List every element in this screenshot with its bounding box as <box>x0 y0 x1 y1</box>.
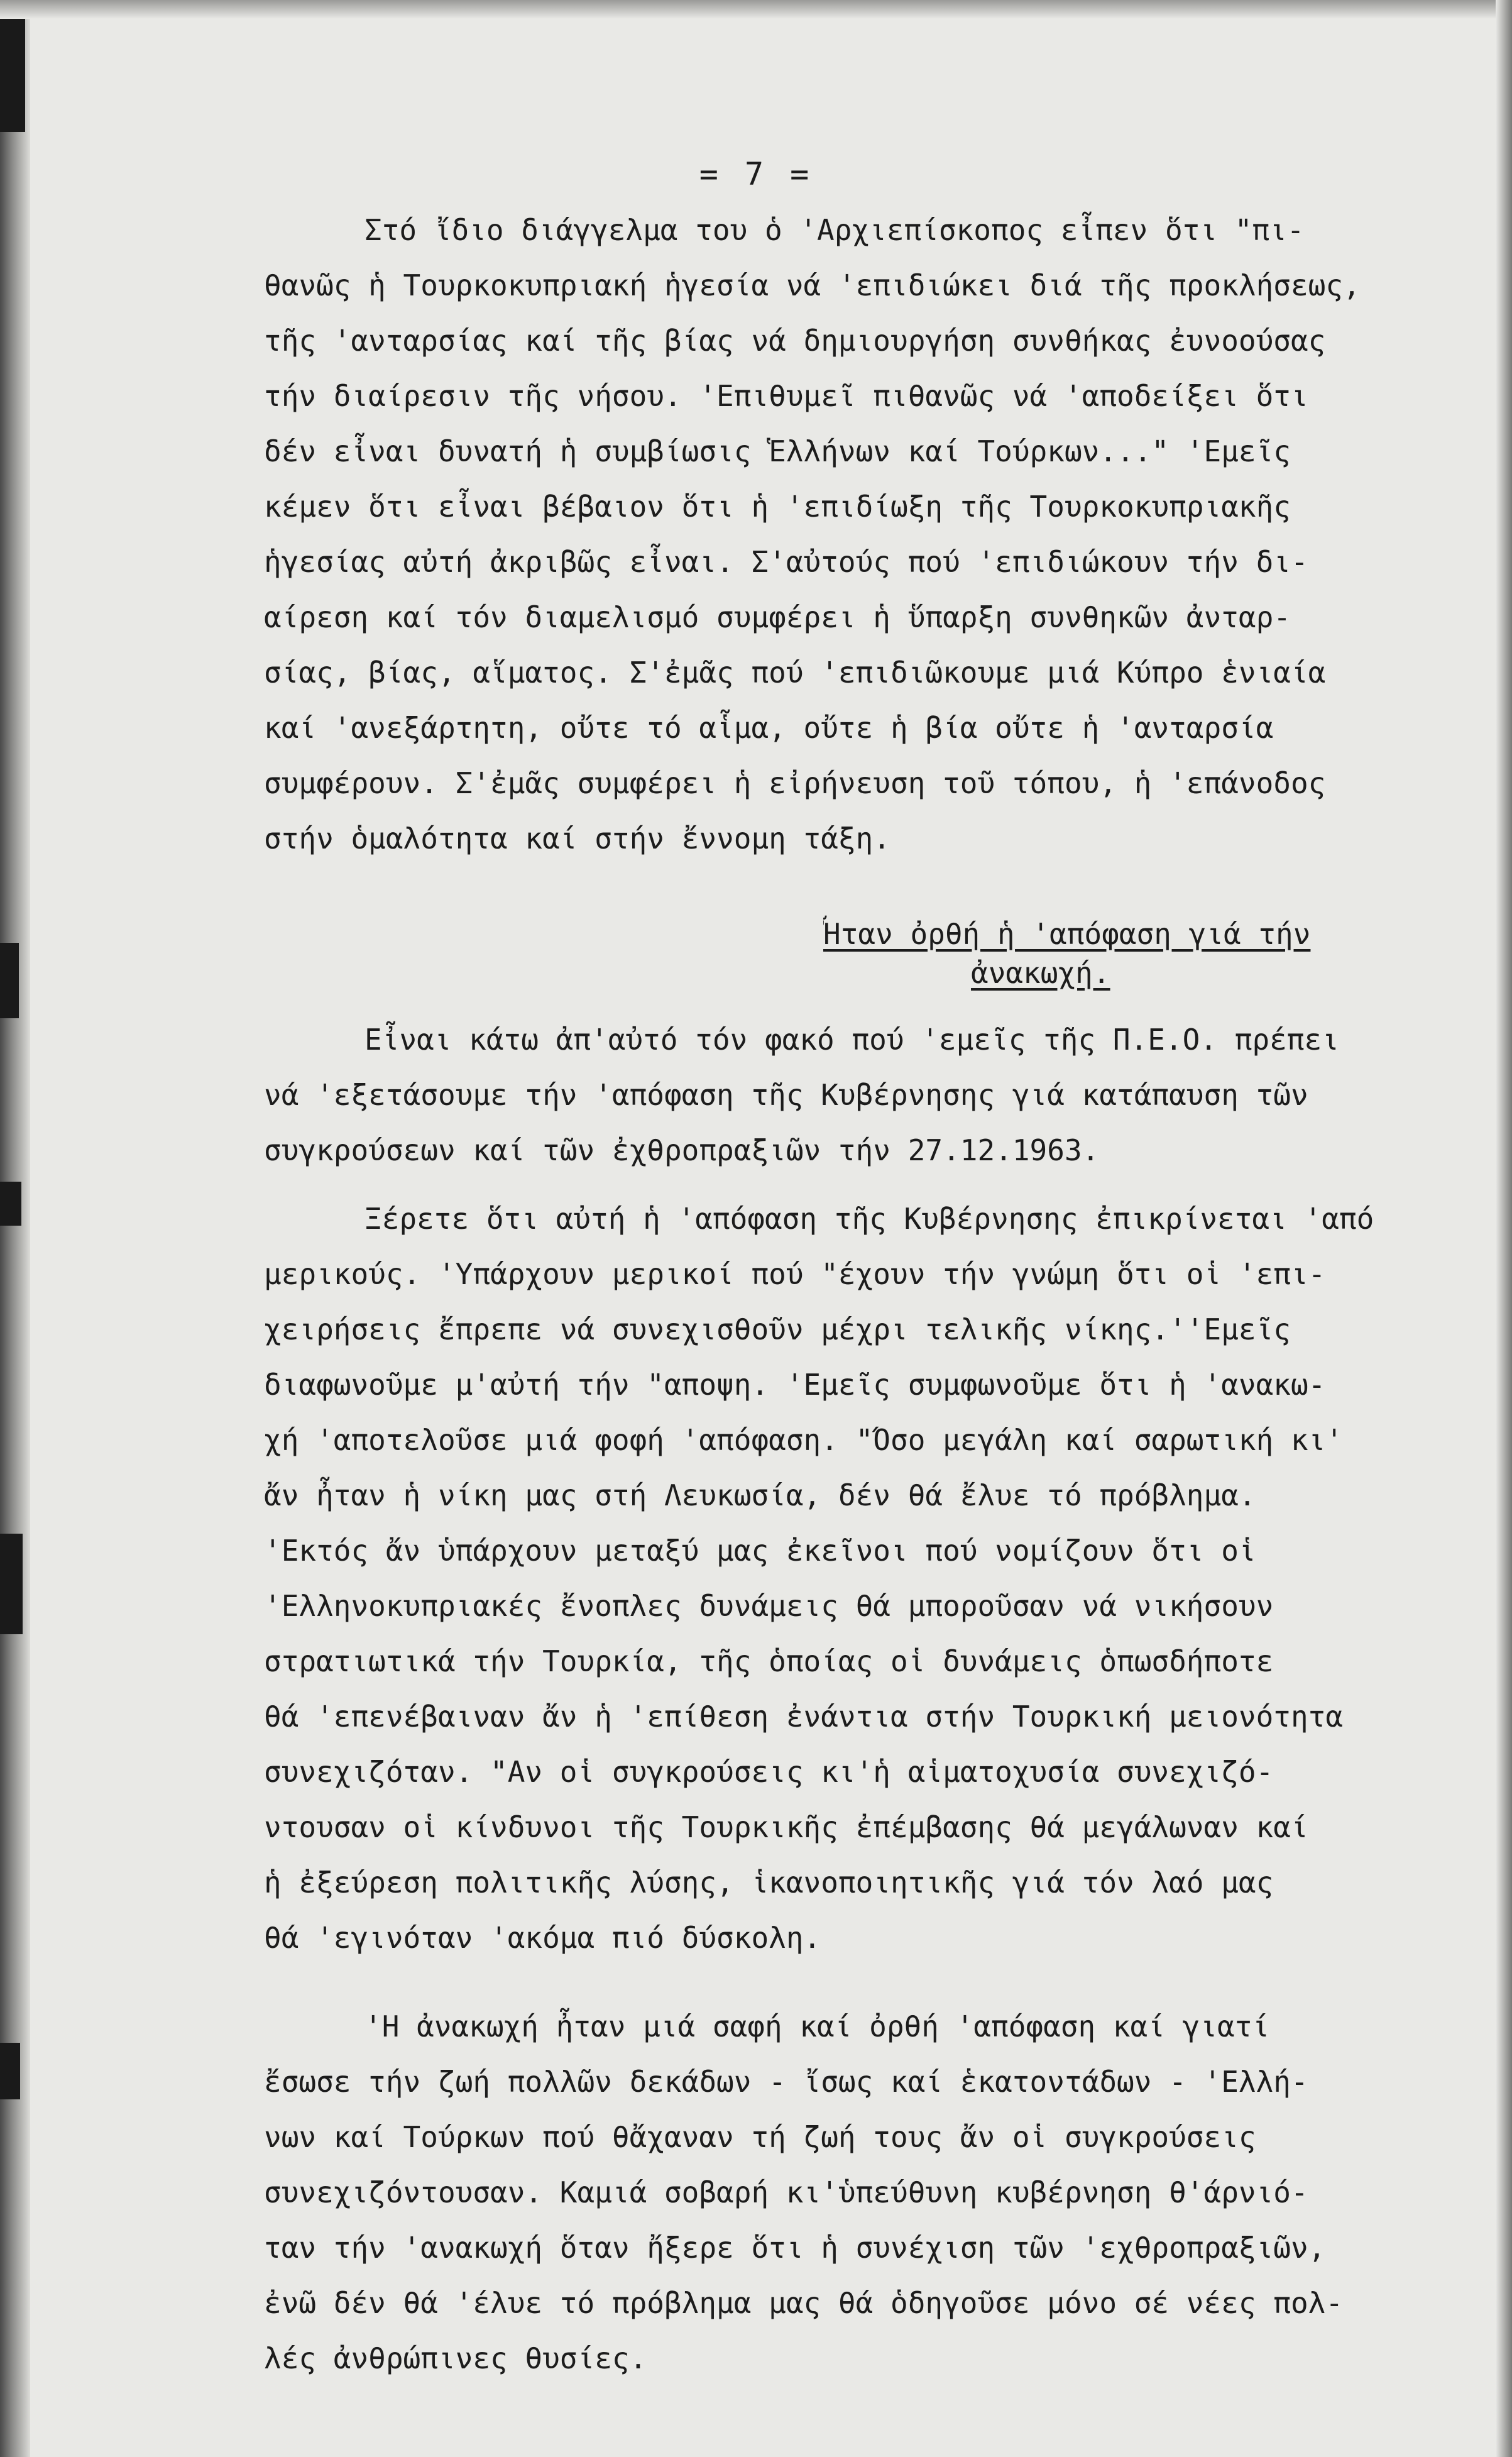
text-line: Εἶναι κάτω ἀπ'αὐτό τόν φακό πού 'εμεῖς τῆς Π.Ε.Ο. πρέπει <box>364 1023 1339 1057</box>
text-line: σίας, βίας, αἵματος. Σ'ἐμᾶς πού 'επιδιῶκουμε μιά Κύπρο ἑνιαία <box>264 656 1326 690</box>
text-line: στρατιωτικά τήν Τουρκία, τῆς ὁποίας οἱ δυνάμεις ὁπωσδήποτε <box>264 1644 1274 1678</box>
heading-line: Ἦταν ὀρθή ἡ 'απόφαση γιά τήν <box>823 917 1311 951</box>
scan-binding-mark <box>0 0 25 132</box>
page-number: = 7 = <box>699 156 813 192</box>
paragraph-4 <box>264 1999 1445 2386</box>
scan-right-edge <box>1496 0 1512 2457</box>
text-line: διαφωνοῦμε μ'αὐτή τήν "αποψη. 'Εμεῖς συμφωνοῦμε ὅτι ἡ 'ανακω- <box>264 1368 1326 1402</box>
paragraph-1 <box>264 202 1445 866</box>
scan-binding-mark <box>0 1534 23 1634</box>
text-line: ταν τήν 'ανακωχή ὅταν ἤξερε ὅτι ἡ συνέχιση τῶν 'εχθροπραξιῶν, <box>264 2231 1326 2265</box>
scan-top-edge <box>0 0 1512 19</box>
text-line: συνεχιζόταν. "Αν οἱ συγκρούσεις κι'ἡ αἱματοχυσία συνεχιζό- <box>264 1755 1274 1789</box>
text-line: 'Εκτός ἄν ὑπάρχουν μεταξύ μας ἐκεῖνοι πού νομίζουν ὅτι οἱ <box>264 1534 1256 1568</box>
heading-line: ἀνακωχή. <box>971 956 1110 990</box>
text-line: συμφέρουν. Σ'ἐμᾶς συμφέρει ἡ εἰρήνευση τοῦ τόπου, ἡ 'επάνοδος <box>264 766 1326 800</box>
text-line: τήν διαίρεσιν τῆς νήσου. 'Επιθυμεῖ πιθανῶς νά 'αποδείξει ὅτι <box>264 379 1308 413</box>
scan-binding-mark <box>0 943 19 1018</box>
paragraph-3 <box>264 1191 1445 1965</box>
text-line: Στό ἴδιο διάγγελμα του ὁ 'Αρχιεπίσκοπος εἶπεν ὅτι "πι- <box>364 213 1305 247</box>
text-line: ἡγεσίας αὐτή ἀκριβῶς εἶναι. Σ'αὐτούς πού 'επιδιώκουν τήν δι- <box>264 545 1308 579</box>
paragraph-2 <box>264 1012 1445 1178</box>
text-line: νων καί Τούρκων πού θἄχαναν τή ζωή τους ἄν οἱ συγκρούσεις <box>264 2120 1256 2154</box>
text-line: χειρήσεις ἔπρεπε νά συνεχισθοῦν μέχρι τελικῆς νίκης.''Εμεῖς <box>264 1312 1291 1346</box>
section-heading <box>823 915 1389 992</box>
scan-binding-mark <box>0 1182 21 1226</box>
text-line: ἔσωσε τήν ζωή πολλῶν δεκάδων - ἴσως καί ἑκατοντάδων - 'Ελλή- <box>264 2065 1308 2099</box>
scan-binding-mark <box>0 2043 20 2099</box>
text-line: λές ἀνθρώπινες θυσίες. <box>264 2341 647 2375</box>
text-line: 'Η ἀνακωχή ἦταν μιά σαφή καί ὀρθή 'απόφαση καί γιατί <box>364 2009 1270 2043</box>
text-line: νά 'εξετάσουμε τήν 'απόφαση τῆς Κυβέρνησης γιά κατάπαυση τῶν <box>264 1078 1308 1112</box>
text-line: ἐνῶ δέν θά 'έλυε τό πρόβλημα μας θά ὁδηγοῦσε μόνο σέ νέες πολ- <box>264 2286 1344 2320</box>
text-line: θά 'επενέβαιναν ἄν ἡ 'επίθεση ἐνάντια στήν Τουρκική μειονότητα <box>264 1700 1344 1734</box>
text-line: ἄν ἦταν ἡ νίκη μας στή Λευκωσία, δέν θά ἔλυε τό πρόβλημα. <box>264 1478 1256 1512</box>
text-line: χή 'αποτελοῦσε μιά φοφή 'απόφαση. "Όσο μεγάλη καί σαρωτική κι' <box>264 1423 1344 1457</box>
text-line: κέμεν ὅτι εἶναι βέβαιον ὅτι ἡ 'επιδίωξη τῆς Τουρκοκυπριακῆς <box>264 490 1291 524</box>
text-line: ἡ ἐξεύρεση πολιτικῆς λύσης, ἱκανοποιητικῆς γιά τόν λαό μας <box>264 1866 1274 1899</box>
text-line: 'Ελληνοκυπριακές ἔνοπλες δυνάμεις θά μποροῦσαν νά νικήσουν <box>264 1589 1274 1623</box>
text-line: θά 'εγινόταν 'ακόμα πιό δύσκολη. <box>264 1921 821 1955</box>
text-line: Ξέρετε ὅτι αὐτή ἡ 'απόφαση τῆς Κυβέρνησης ἐπικρίνεται 'από <box>364 1202 1374 1236</box>
text-line: δέν εἶναι δυνατή ἡ συμβίωσις Ἑλλήνων καί Τούρκων..." 'Εμεῖς <box>264 434 1291 468</box>
text-line: μερικούς. 'Υπάρχουν μερικοί πού "έχουν τήν γνώμη ὅτι οἱ 'επι- <box>264 1257 1326 1291</box>
text-line: στήν ὁμαλότητα καί στήν ἔννομη τάξη. <box>264 822 890 855</box>
text-line: θανῶς ἡ Τουρκοκυπριακή ἡγεσία νά 'επιδιώκει διά τῆς προκλήσεως, <box>264 268 1361 302</box>
text-line: συνεχιζόντουσαν. Καμιά σοβαρή κι'ὑπεύθυνη κυβέρνηση θ'άρνιό- <box>264 2175 1308 2209</box>
text-line: συγκρούσεων καί τῶν ἐχθροπραξιῶν τήν 27.12.1963. <box>264 1133 1100 1167</box>
text-line: αίρεση καί τόν διαμελισμό συμφέρει ἡ ὕπαρξη συνθηκῶν ἀνταρ- <box>264 600 1291 634</box>
text-line: τῆς 'ανταρσίας καί τῆς βίας νά δημιουργήση συνθήκας ἐυνοούσας <box>264 324 1326 358</box>
text-line: ντουσαν οἱ κίνδυνοι τῆς Τουρκικῆς ἐπέμβασης θά μεγάλωναν καί <box>264 1810 1308 1844</box>
text-line: καί 'ανεξάρτητη, οὔτε τό αἷμα, οὔτε ἡ βία οὔτε ἡ 'ανταρσία <box>264 711 1274 745</box>
